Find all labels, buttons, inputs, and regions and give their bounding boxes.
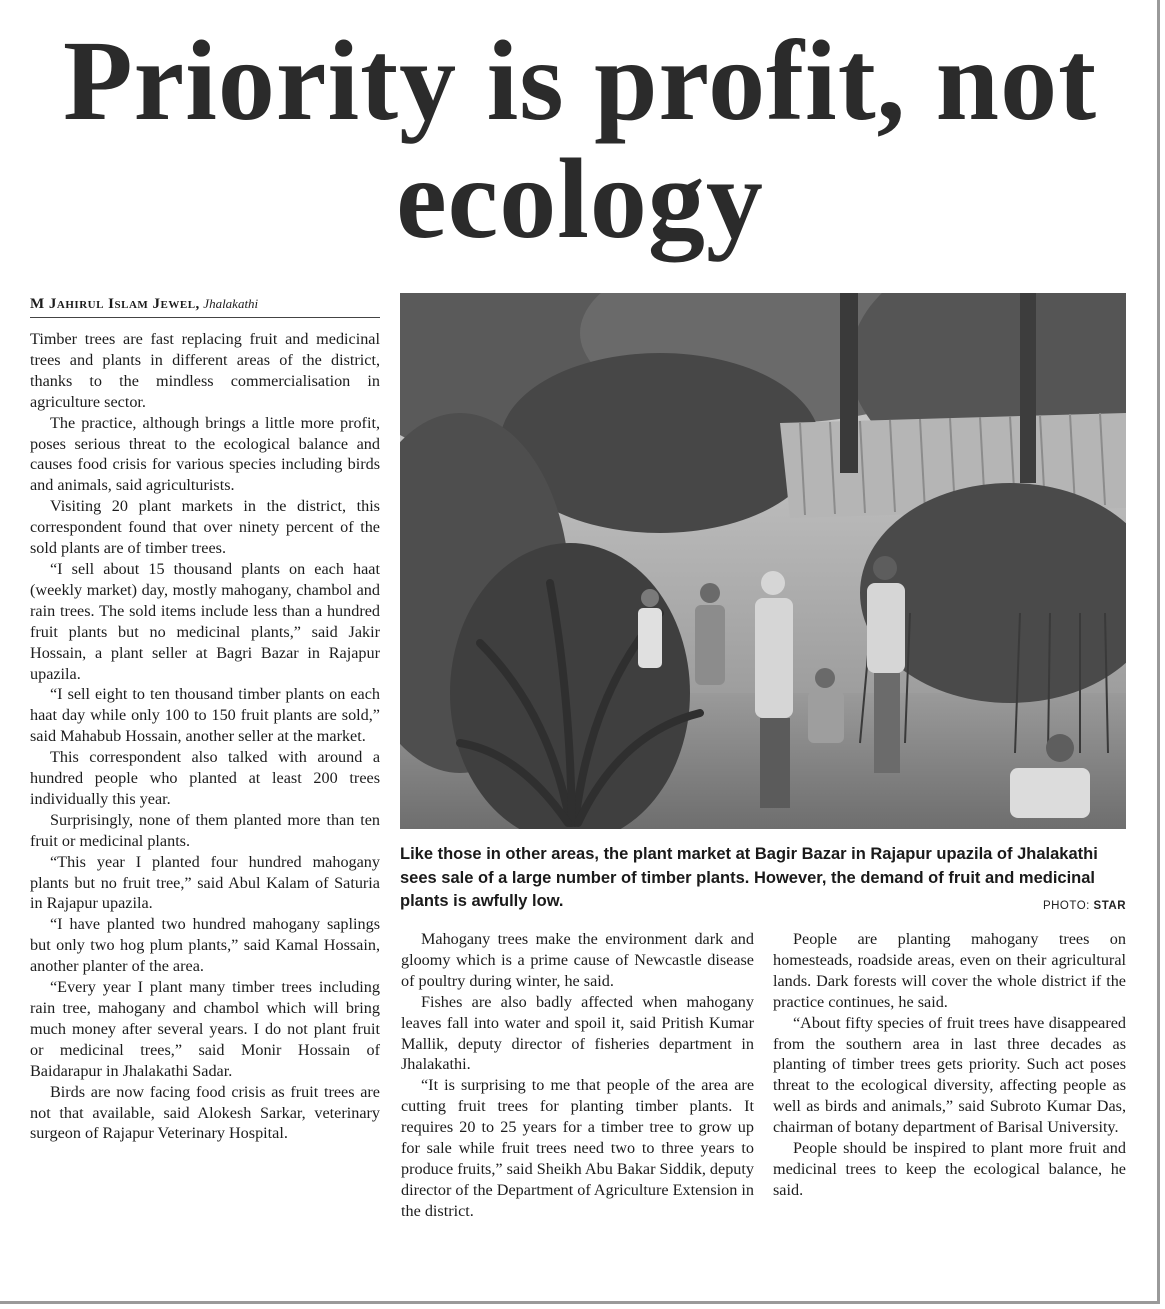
paragraph: Mahogany trees make the environment dark and gloomy which is a prime cause of Newcastle disease of poultry during winter, he said. [401,930,754,990]
paragraph: Visiting 20 plant markets in the district, this correspondent found that over ninety percent of the sold plants are of timber trees. [30,497,380,558]
paragraph: This correspondent also talked with around a hundred people who planted at least 200 trees individually this year. [30,748,380,808]
article-column-1 [30,329,380,1144]
paragraph: “This year I planted four hundred mahogany plants but no fruit tree,” said Abul Kalam of Saturia in Rajapur upazila. [30,852,380,913]
paragraph: People should be inspired to plant more fruit and medicinal trees to keep the ecological balance, he said. [773,1139,1126,1199]
paragraph: Birds are now facing food crisis as fruit trees are not that available, said Alokesh Sarkar, veterinary surgeon of Rajapur Veterinary Hospital. [30,1082,380,1143]
headline: Priority is profit, not ecology [62,17,1098,262]
paragraph: “I have planted two hundred mahogany saplings but only two hog plum plants,” said Kamal Hossain, another planter of the area. [30,915,380,976]
byline [30,296,380,318]
paragraph: Fishes are also badly affected when mahogany leaves fall into water and spoil it, said Pritish Kumar Mallik, deputy director of fisheries department in Jhalakathi. [401,992,754,1074]
paragraph: “I sell eight to ten thousand timber plants on each haat day while only 100 to 150 fruit plants are sold,” said Mahabub Hossain, another seller at the market. [30,685,380,746]
paragraph: “It is surprising to me that people of the area are cutting fruit trees for planting timber plants. It requires 20 to 25 years for a timber tree to grow up for sale while fruit trees need two to three years to produce fruits,” said Sheikh Abu Bakar Siddik, deputy director of the Department of Agriculture Extension in the district. [401,1076,754,1220]
article-column-2 [401,929,754,1222]
photo-caption: Like those in other areas, the plant market at Bagir Bazar in Rajapur upazila of Jhalakathi sees sale of a large number of timber plants. However, the demand of fruit and medicinal plants is awfully low. [400,845,1098,910]
paragraph: “Every year I plant many timber trees including rain tree, mahogany and chambol which will bring much money after several years. I do not plant fruit or medicinal trees,” said Monir Hossain of Baidarapur in Jhalakathi Sadar. [30,978,380,1080]
byline-author: M Jahirul Islam Jewel, [30,296,200,312]
plant-market-photo [400,293,1126,829]
byline-location: Jhalakathi [203,296,259,311]
paragraph: People are planting mahogany trees on homesteads, roadside areas, even on their agricultural lands. Dark forests will cover the whole district if the practice continues, he said. [773,930,1126,1011]
photo-credit-label: PHOTO: [1042,900,1090,912]
paragraph: The practice, although brings a little more profit, poses serious threat to the ecological balance and causes food crisis for various species including birds and animals, said agriculturists. [30,413,380,495]
article-column-3 [773,929,1126,1201]
paragraph: “About fifty species of fruit trees have disappeared from the southern area in last three decades as planting of timber trees gets priority. Such act poses threat to the ecological diversity, affecting people as well as birds and animals,” said Subroto Kumar Das, chairman of botany department of Barisal University. [773,1013,1126,1137]
paragraph: Timber trees are fast replacing fruit and medicinal trees and plants in different areas of the district, thanks to the mindless commercialisation in agriculture sector. [30,330,380,411]
photo-credit [900,900,1126,912]
paragraph: Surprisingly, none of them planted more than ten fruit or medicinal plants. [30,810,380,850]
photo-credit-source: STAR [1093,900,1126,912]
paragraph: “I sell about 15 thousand plants on each haat (weekly market) day, mostly mahogany, chambol and rain trees. The sold items include less than a hundred fruit plants but no medicinal plants,” said Jakir Hossain, a plant seller at Bagri Bazar in Rajapur upazila. [30,559,380,683]
